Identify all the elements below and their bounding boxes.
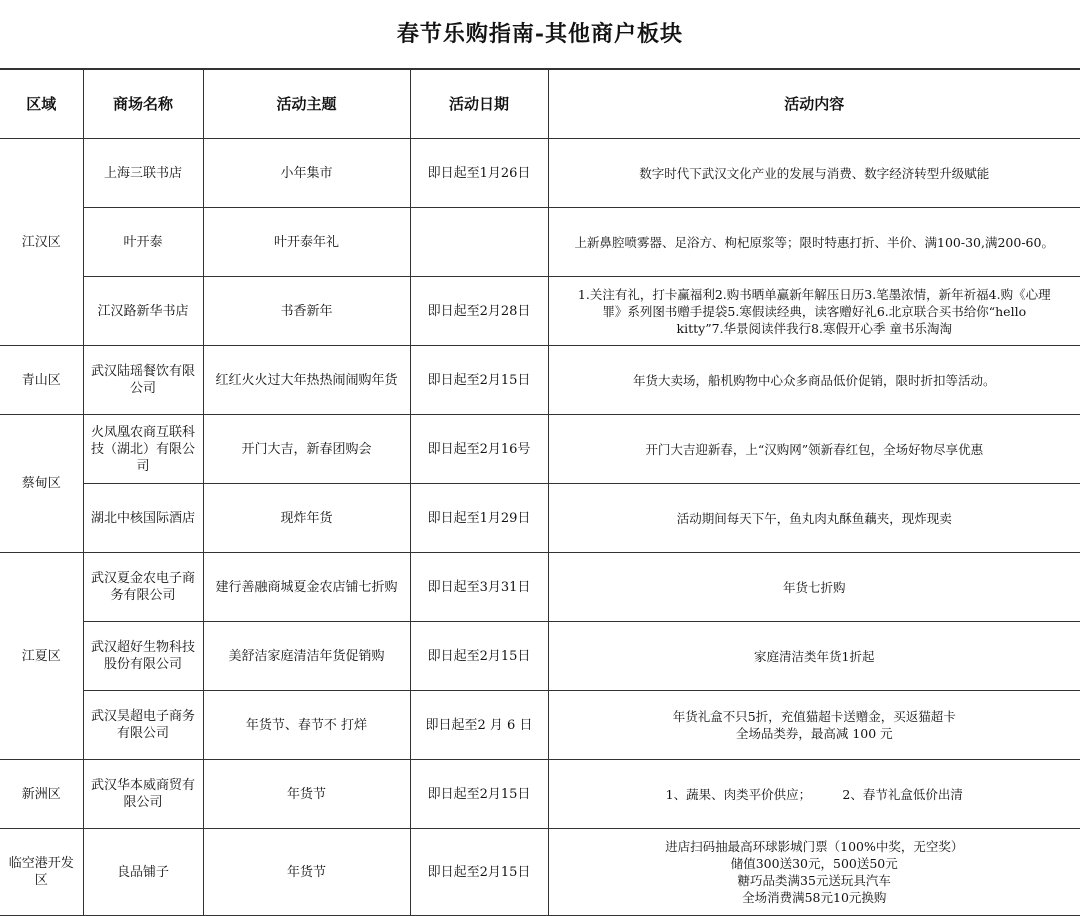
date-cell: 即日起至3月31日 [410, 553, 548, 622]
content-line: 全场消费满58元10元换购 [742, 890, 887, 905]
content-cell [548, 622, 1080, 691]
content-cell [548, 760, 1080, 829]
content-line: 活动期间每天下午，鱼丸肉丸酥鱼藕夹，现炸现卖 [676, 510, 952, 526]
table-row [0, 760, 1080, 829]
header-mall: 商场名称 [83, 70, 203, 139]
mall-cell: 武汉华本威商贸有限公司 [83, 760, 203, 829]
date-cell [410, 208, 548, 277]
table-row [0, 415, 1080, 484]
table-row [0, 346, 1080, 415]
content-line: kitty”7.华景阅读伴我行8.寒假开心季 童书乐淘淘 [676, 320, 952, 336]
theme-cell: 叶开泰年礼 [203, 208, 410, 277]
mall-cell: 武汉夏金农电子商务有限公司 [83, 553, 203, 622]
header-date: 活动日期 [410, 70, 548, 139]
content-cell [548, 829, 1080, 916]
mall-cell: 叶开泰 [83, 208, 203, 277]
mall-cell: 武汉昊超电子商务有限公司 [83, 691, 203, 760]
region-cell: 江汉区 [0, 139, 83, 346]
page-title: 春节乐购指南-其他商户板块 [0, 0, 1080, 69]
theme-cell: 年货节、春节不 打烊 [203, 691, 410, 760]
header-theme: 活动主题 [203, 70, 410, 139]
mall-cell: 上海三联书店 [83, 139, 203, 208]
theme-cell: 建行善融商城夏金农店铺七折购 [203, 553, 410, 622]
content-line: 年货七折购 [782, 579, 846, 595]
content-line: 1、蔬果、肉类平价供应； 2、春节礼盒低价出清 [665, 786, 963, 802]
content-line: 年货大卖场，船机购物中心众多商品低价促销，限时折扣等活动。 [632, 372, 996, 388]
content-line: 开门大吉迎新春，上“汉购网”领新春红包，全场好物尽享优惠 [645, 441, 984, 457]
content-line: 进店扫码抽最高环球影城门票（100%中奖，无空奖） [665, 839, 964, 854]
mall-cell: 武汉陆瑶餐饮有限公司 [83, 346, 203, 415]
theme-cell: 开门大吉，新春团购会 [203, 415, 410, 484]
merchant-table [0, 69, 1080, 916]
content-cell [548, 346, 1080, 415]
content-cell [548, 484, 1080, 553]
region-cell: 蔡甸区 [0, 415, 83, 553]
content-line: 数字时代下武汉文化产业的发展与消费、数字经济转型升级赋能 [639, 165, 990, 181]
table-row [0, 484, 1080, 553]
content-line: 上新鼻腔喷雾器、足浴方、枸杞原浆等；限时特惠打折、半价、满100-30,满200-60。 [574, 234, 1054, 250]
content-line: 糖巧品类满35元送玩具汽车 [737, 873, 891, 888]
date-cell: 即日起至2月15日 [410, 760, 548, 829]
table-header-row [0, 70, 1080, 139]
theme-cell: 现炸年货 [203, 484, 410, 553]
mall-cell: 火凤凰农商互联科技（湖北）有限公司 [83, 415, 203, 484]
content-cell [548, 415, 1080, 484]
content-line: 家庭清洁类年货1折起 [754, 648, 875, 664]
date-cell: 即日起至2月15日 [410, 829, 548, 916]
content-cell [548, 277, 1080, 346]
header-region: 区域 [0, 70, 83, 139]
table-row [0, 277, 1080, 346]
table-row [0, 691, 1080, 760]
region-cell: 新洲区 [0, 760, 83, 829]
mall-cell: 武汉超好生物科技股份有限公司 [83, 622, 203, 691]
date-cell: 即日起至2月15日 [410, 622, 548, 691]
content-line: 储值300送30元，500送50元 [730, 856, 898, 871]
mall-cell: 湖北中核国际酒店 [83, 484, 203, 553]
content-cell [548, 139, 1080, 208]
content-line: 年货礼盒不只5折，充值猫超卡送赠金，买返猫超卡 [672, 709, 956, 724]
content-cell [548, 553, 1080, 622]
date-cell: 即日起至2月28日 [410, 277, 548, 346]
date-cell: 即日起至1月26日 [410, 139, 548, 208]
theme-cell: 年货节 [203, 829, 410, 916]
date-cell: 即日起至2 月 6 日 [410, 691, 548, 760]
region-cell: 青山区 [0, 346, 83, 415]
content-line: 全场品类券，最高减 100 元 [735, 726, 893, 741]
content-cell [548, 691, 1080, 760]
region-cell: 江夏区 [0, 553, 83, 760]
content-cell [548, 208, 1080, 277]
table-row [0, 829, 1080, 916]
table-row [0, 208, 1080, 277]
theme-cell: 美舒洁家庭清洁年货促销购 [203, 622, 410, 691]
header-content: 活动内容 [548, 70, 1080, 139]
theme-cell: 书香新年 [203, 277, 410, 346]
content-line: 罪》系列图书赠手提袋5.寒假读经典，读客赠好礼6.北京联合买书给你“hello [602, 303, 1027, 319]
theme-cell: 小年集市 [203, 139, 410, 208]
date-cell: 即日起至2月15日 [410, 346, 548, 415]
content-line: 1.关注有礼，打卡赢福利2.购书晒单赢新年解压日历3.笔墨浓情，新年祈福4.购《心理 [577, 286, 1051, 302]
theme-cell: 红红火火过大年热热闹闹购年货 [203, 346, 410, 415]
date-cell: 即日起至2月16号 [410, 415, 548, 484]
table-row [0, 553, 1080, 622]
table-row [0, 622, 1080, 691]
mall-cell: 良品铺子 [83, 829, 203, 916]
date-cell: 即日起至1月29日 [410, 484, 548, 553]
theme-cell: 年货节 [203, 760, 410, 829]
region-cell: 临空港开发区 [0, 829, 83, 916]
mall-cell: 江汉路新华书店 [83, 277, 203, 346]
table-row [0, 139, 1080, 208]
